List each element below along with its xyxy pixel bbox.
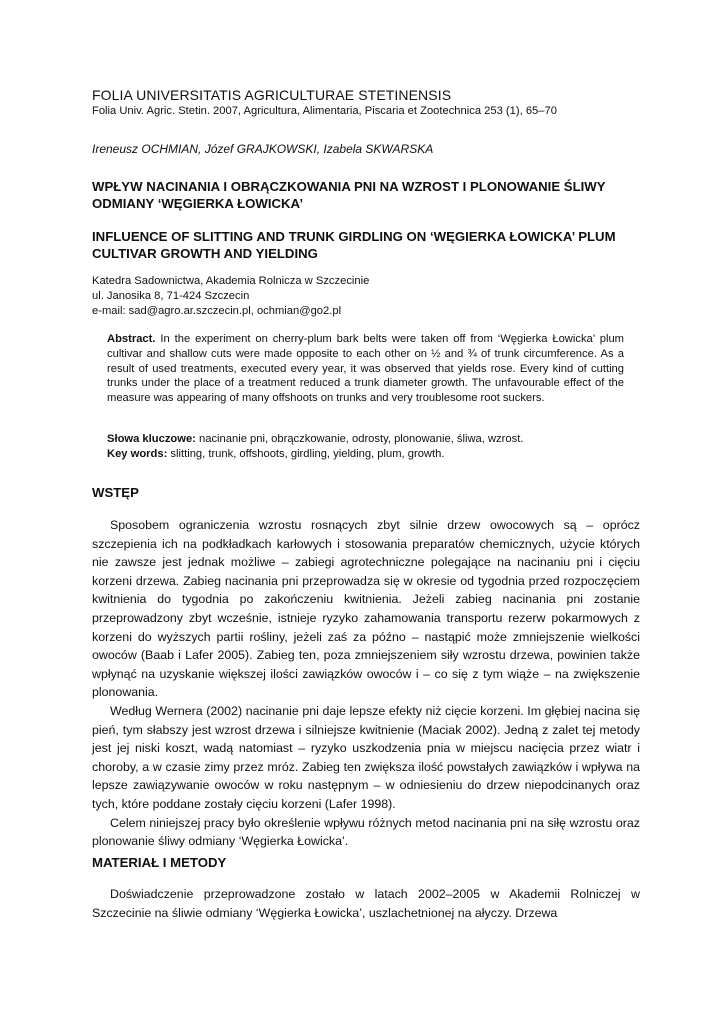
section-heading-methods: MATERIAŁ I METODY	[92, 855, 227, 870]
keywords-polish	[107, 432, 624, 447]
journal-title: FOLIA UNIVERSITATIS AGRICULTURAE STETINENSIS	[92, 87, 452, 103]
keywords-polish-label: Słowa kluczowe:	[107, 433, 196, 445]
paper-page	[92, 86, 640, 920]
methods-paragraph: Doświadczenie przeprowadzone zostało w latach 2002–2005 w Akademii Rolniczej w Szczecinie na śliwie odmiany ‘Węgierka Łowicka’, uszlachetnionej na ałyczy. Drzewa	[92, 887, 640, 920]
keywords	[107, 432, 624, 462]
abstract	[107, 332, 624, 406]
abstract-label: Abstract.	[107, 333, 156, 345]
authors: Ireneusz OCHMIAN, Józef GRAJKOWSKI, Izabela SKWARSKA	[92, 142, 434, 156]
keywords-english-text: slitting, trunk, offshoots, girdling, yielding, plum, growth.	[167, 447, 445, 460]
section-heading-introduction: WSTĘP	[92, 485, 139, 500]
abstract-text: In the experiment on cherry-plum bark belts were taken off from ‘Węgierka Łowicka’ plum cultivar and shallow cuts were made opposite to each other on ½ and ¾ of trunk circumference. As a result of used treatments, executed every year, it was observed that yields rose. Every kind of cutting trunks under the place of a treatment reduced a trunk diameter growth. The unfavourable effect of the measure was appearing of many offshoots on trunks and very troublesome root suckers.	[107, 333, 624, 405]
introduction-paragraph: Celem niniejszej pracy było określenie wpływu różnych metod nacinania pni na siłę wzrostu oraz plonowanie śliwy odmiany ‘Węgierka Łowicka’.	[92, 815, 640, 849]
title-polish: WPŁYW NACINANIA I OBRĄCZKOWANIA PNI NA WZROST I PLONOWANIE ŚLIWY ODMIANY ‘WĘGIERKA ŁOWICKA’	[92, 179, 606, 211]
methods-body	[92, 885, 640, 922]
keywords-polish-text: nacinanie pni, obrączkowanie, odrosty, plonowanie, śliwa, wzrost.	[195, 433, 524, 445]
affiliation-line-1: Katedra Sadownictwa, Akademia Rolnicza w Szczecinie	[92, 275, 370, 287]
affiliation	[92, 274, 369, 319]
journal-reference: Folia Univ. Agric. Stetin. 2007, Agricultura, Alimentaria, Piscaria et Zootechnica 253 (1), 65–70	[92, 105, 557, 117]
introduction-paragraph: Sposobem ograniczenia wzrostu rosnących zbyt silnie drzew owocowych są – oprócz szczepienia ich na podkładkach karłowych i stosowania preparatów chemicznych, użycie których nie zawsze jest jednak możliwe – zabiegi agrotechniczne polegające na nacinaniu pni i cięciu korzeni drzewa. Zabieg nacinania pni przeprowadza się w okresie od tygodnia przed rozpoczęciem kwitnienia do tygodnia po zakończeniu kwitnienia. Jeżeli zabieg nacinania pni zostanie przeprowadzony zbyt wcześnie, istnieje ryzyko zahamowania transportu rezerw pokarmowych z korzeni do wyższych partii rośliny, jeżeli zaś za późno – nastąpić może zmniejszenie wielkości owoców (Baab i Lafer 2005). Zabieg ten, poza zmniejszeniem siły wzrostu drzewa, powinien także wpłynąć na uzyskanie większej ilości zawiązków owoców i – co się z tym wiąże – na zwiększenie plonowania.	[92, 518, 640, 700]
keywords-english-label: Key words:	[107, 447, 168, 460]
introduction-body	[92, 516, 640, 851]
affiliation-line-2: ul. Janosika 8, 71-424 Szczecin	[92, 290, 250, 302]
affiliation-email: e-mail: sad@agro.ar.szczecin.pl, ochmian@go2.pl	[92, 305, 342, 317]
introduction-paragraph: Według Wernera (2002) nacinanie pni daje lepsze efekty niż cięcie korzeni. Im głębiej nacina się pień, tym słabszy jest wzrost drzewa i silniejsze kwitnienie (Maciak 2002). Jedną z zalet tej metody jest jej niski koszt, wadą natomiast – ryzyko uszkodzenia pnia w miejscu nacięcia przez wiatr i choroby, a w czasie zimy przez mróz. Zabieg ten zwiększa ilość powstałych zawiązków i wpływa na lepsze zawiązywanie owoców w roku następnym – w odniesieniu do drzew niepodcinanych oraz tych, które poddane zostały cięciu korzeni (Lafer 1998).	[92, 703, 640, 811]
keywords-english	[107, 447, 624, 462]
title-english: INFLUENCE OF SLITTING AND TRUNK GIRDLING ON ‘WĘGIERKA ŁOWICKA’ PLUM CULTIVAR GROWTH AND YIELDING	[92, 229, 616, 261]
